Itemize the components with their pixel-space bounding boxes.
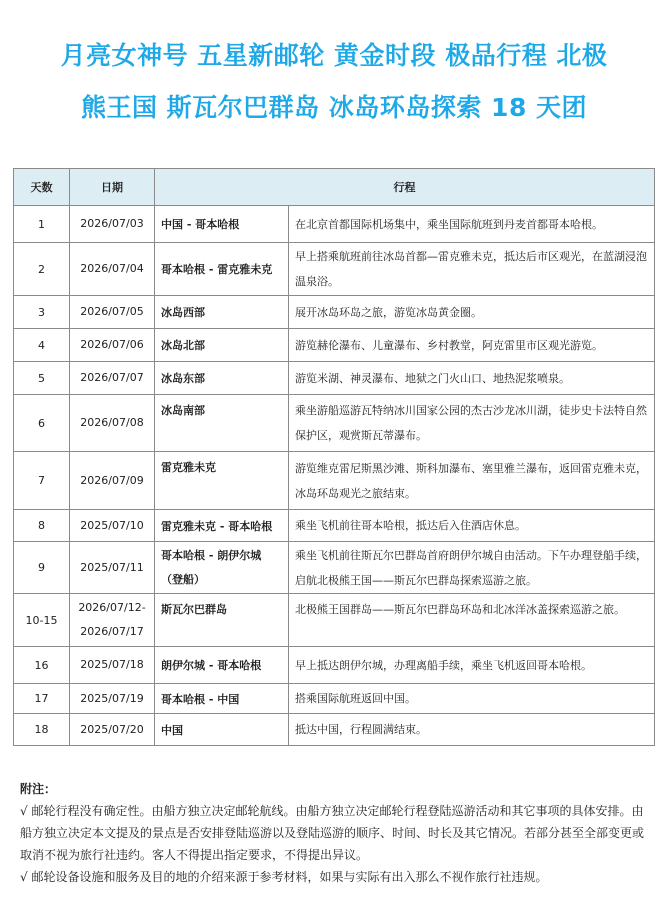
title-line-1: 月亮女神号 五星新邮轮 黄金时段 极品行程 北极 bbox=[60, 41, 608, 70]
desc-cell: 早上搭乘航班前往冰岛首都—雷克雅未克，抵达后市区观光，在蓝湖浸泡温泉浴。 bbox=[289, 243, 655, 296]
table-row bbox=[14, 395, 655, 452]
date-cell: 2026/07/05 bbox=[70, 296, 155, 329]
day-cell: 5 bbox=[14, 362, 70, 395]
day-cell: 1 bbox=[14, 206, 70, 243]
route-cell: 冰岛南部 bbox=[155, 395, 289, 452]
desc-cell: 乘坐飞机前往哥本哈根，抵达后入住酒店休息。 bbox=[289, 510, 655, 542]
day-cell: 8 bbox=[14, 510, 70, 542]
day-cell: 18 bbox=[14, 714, 70, 746]
route-cell: 哥本哈根 - 雷克雅未克 bbox=[155, 243, 289, 296]
date-cell: 2026/07/09 bbox=[70, 452, 155, 510]
day-cell: 10-15 bbox=[14, 594, 70, 647]
route-cell: 冰岛北部 bbox=[155, 329, 289, 362]
date-cell: 2025/07/10 bbox=[70, 510, 155, 542]
route-cell: 冰岛东部 bbox=[155, 362, 289, 395]
note-item: √ 邮轮设备设施和服务及目的地的介绍来源于参考材料，如果与实际有出入那么不视作旅行社违规。 bbox=[20, 870, 548, 884]
date-cell: 2025/07/11 bbox=[70, 542, 155, 594]
table-header-row bbox=[14, 169, 655, 206]
date-cell: 2026/07/08 bbox=[70, 395, 155, 452]
itinerary-table bbox=[13, 168, 655, 746]
date-cell: 2026/07/04 bbox=[70, 243, 155, 296]
date-cell: 2026/07/07 bbox=[70, 362, 155, 395]
route-cell: 雷克雅未克 - 哥本哈根 bbox=[155, 510, 289, 542]
day-cell: 2 bbox=[14, 243, 70, 296]
route-note: （登船） bbox=[161, 572, 205, 586]
route-cell: 哥本哈根 - 中国 bbox=[155, 684, 289, 714]
date-cell: 2025/07/20 bbox=[70, 714, 155, 746]
route-cell: 中国 bbox=[155, 714, 289, 746]
route-text: 哥本哈根 - 朗伊尔城 bbox=[161, 548, 262, 562]
route-cell: 冰岛西部 bbox=[155, 296, 289, 329]
table-row bbox=[14, 714, 655, 746]
table-row bbox=[14, 206, 655, 243]
desc-cell: 抵达中国，行程圆满结束。 bbox=[289, 714, 655, 746]
header-date: 日期 bbox=[70, 169, 155, 206]
desc-cell: 展开冰岛环岛之旅，游览冰岛黄金圈。 bbox=[289, 296, 655, 329]
desc-cell: 搭乘国际航班返回中国。 bbox=[289, 684, 655, 714]
day-cell: 3 bbox=[14, 296, 70, 329]
day-cell: 9 bbox=[14, 542, 70, 594]
date-cell bbox=[70, 594, 155, 647]
table-row bbox=[14, 510, 655, 542]
page-title bbox=[0, 30, 668, 134]
date-start: 2026/07/12- bbox=[78, 601, 146, 614]
table-row bbox=[14, 647, 655, 684]
day-cell: 4 bbox=[14, 329, 70, 362]
table-row bbox=[14, 594, 655, 647]
desc-cell: 乘坐飞机前往斯瓦尔巴群岛首府朗伊尔城自由活动。下午办理登船手续，启航北极熊王国——斯瓦尔巴群岛探索巡游之旅。 bbox=[289, 542, 655, 594]
day-cell: 16 bbox=[14, 647, 70, 684]
desc-cell: 北极熊王国群岛——斯瓦尔巴群岛环岛和北冰洋冰盖探索巡游之旅。 bbox=[289, 594, 655, 647]
table-row bbox=[14, 452, 655, 510]
desc-cell: 在北京首都国际机场集中，乘坐国际航班到丹麦首都哥本哈根。 bbox=[289, 206, 655, 243]
desc-cell: 游览维克雷尼斯黑沙滩、斯科加瀑布、塞里雅兰瀑布，返回雷克雅未克，冰岛环岛观光之旅结束。 bbox=[289, 452, 655, 510]
title-line-2: 熊王国 斯瓦尔巴群岛 冰岛环岛探索 18 天团 bbox=[80, 93, 588, 122]
day-cell: 17 bbox=[14, 684, 70, 714]
date-end: 2026/07/17 bbox=[80, 625, 144, 638]
route-cell: 朗伊尔城 - 哥本哈根 bbox=[155, 647, 289, 684]
desc-cell: 游览赫伦瀑布、儿童瀑布、乡村教堂，阿克雷里市区观光游览。 bbox=[289, 329, 655, 362]
header-day: 天数 bbox=[14, 169, 70, 206]
day-cell: 7 bbox=[14, 452, 70, 510]
route-cell: 中国 - 哥本哈根 bbox=[155, 206, 289, 243]
note-item: √ 邮轮行程没有确定性。由船方独立决定邮轮航线。由船方独立决定邮轮行程登陆巡游活动和其它事项的具体安排。由船方独立决定本文提及的景点是否安排登陆巡游以及登陆巡游的顺序、时间、时长及其它情况。若部分甚至全部变更或取消不视为旅行社违约。客人不得提出指定要求，不得提出异议。 bbox=[20, 804, 645, 862]
date-cell: 2025/07/19 bbox=[70, 684, 155, 714]
route-cell: 斯瓦尔巴群岛 bbox=[155, 594, 289, 647]
table-row bbox=[14, 362, 655, 395]
table-row bbox=[14, 329, 655, 362]
date-cell: 2026/07/06 bbox=[70, 329, 155, 362]
route-cell: 雷克雅未克 bbox=[155, 452, 289, 510]
date-cell: 2025/07/18 bbox=[70, 647, 155, 684]
desc-cell: 早上抵达朗伊尔城，办理离船手续，乘坐飞机返回哥本哈根。 bbox=[289, 647, 655, 684]
table-row bbox=[14, 296, 655, 329]
desc-cell: 乘坐游船巡游瓦特纳冰川国家公园的杰古沙龙冰川湖，徒步史卡法特自然保护区，观赏斯瓦蒂瀑布。 bbox=[289, 395, 655, 452]
table-row bbox=[14, 243, 655, 296]
desc-cell: 游览米湖、神灵瀑布、地狱之门火山口、地热泥浆喷泉。 bbox=[289, 362, 655, 395]
notes-heading: 附注： bbox=[20, 782, 57, 796]
date-cell: 2026/07/03 bbox=[70, 206, 155, 243]
header-itinerary: 行程 bbox=[155, 169, 655, 206]
route-cell bbox=[155, 542, 289, 594]
day-cell: 6 bbox=[14, 395, 70, 452]
notes-section bbox=[20, 778, 650, 888]
table-row bbox=[14, 684, 655, 714]
table-row bbox=[14, 542, 655, 594]
